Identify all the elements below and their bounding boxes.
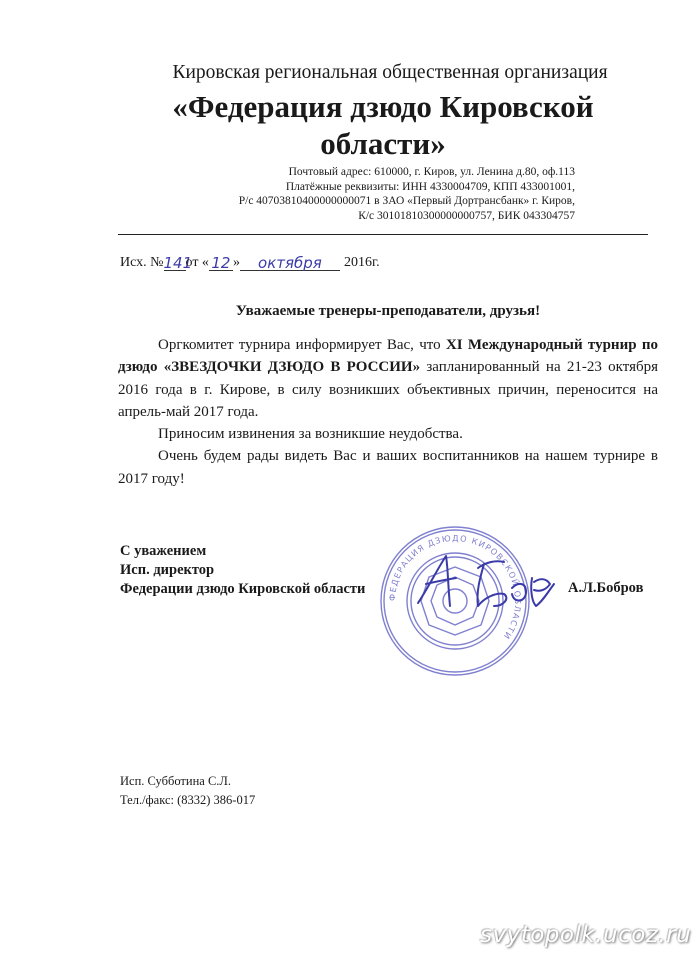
paragraph-announcement-rest: запланированный на 21-23 октября 2016 года в г. Кирове, в силу возникших объективных причин, переносится на апрель-май 2017 года. bbox=[118, 359, 658, 420]
outgoing-number-line bbox=[120, 254, 440, 276]
stamp-ring-text: ФЕДЕРАЦИЯ ДЗЮДО КИРОВСКОЙ ОБЛАСТИ bbox=[386, 532, 524, 642]
letter-body bbox=[118, 334, 658, 490]
paragraph-invitation: Очень будем рады видеть Вас и ваших воспитанников на нашем турнире в 2017 году! bbox=[118, 448, 658, 487]
outgoing-number-field bbox=[163, 254, 193, 272]
signatory-name: А.Л.Бобров bbox=[568, 580, 644, 596]
executor-block bbox=[120, 772, 420, 810]
paragraph-apology: Приносим извинения за возникшие неудобства. bbox=[158, 426, 463, 443]
handwritten-signature bbox=[400, 548, 575, 618]
outgoing-close-quote: » bbox=[232, 255, 240, 270]
outgoing-number: 141 bbox=[163, 254, 193, 272]
payment-details: Платёжные реквизиты: ИНН 4330004709, КПП 433001001, bbox=[285, 180, 575, 193]
site-watermark: svytopolk.ucoz.ru bbox=[480, 922, 692, 948]
greeting: Уважаемые тренеры-преподаватели, друзья! bbox=[235, 303, 541, 319]
executor-name: Исп. Субботина С.Л. bbox=[120, 774, 232, 788]
federation-name-line1: «Федерация дзюдо Кировской bbox=[172, 89, 594, 124]
correspondent-account: К/с 30101810300000000757, БИК 043304757 bbox=[358, 209, 575, 222]
outgoing-from: от « bbox=[185, 255, 209, 270]
letterhead-divider bbox=[118, 234, 648, 235]
tournament-name: XI Международный турнир по дзюдо «ЗВЕЗДОЧКИ ДЗЮДО В РОССИИ» bbox=[118, 337, 658, 376]
outgoing-prefix: Исх. № bbox=[120, 255, 164, 270]
outgoing-day: 12 bbox=[211, 254, 231, 272]
bank-account: Р/с 40703810400000000071 в ЗАО «Первый Дортрансбанк» г. Киров, bbox=[238, 195, 575, 208]
federation-name bbox=[148, 88, 618, 162]
outgoing-month-field bbox=[240, 254, 340, 271]
organization-type: Кировская региональная общественная организация bbox=[172, 62, 608, 83]
outgoing-day-field bbox=[209, 254, 233, 271]
closing-regards: С уважением bbox=[120, 543, 207, 559]
contact-details bbox=[200, 165, 575, 223]
closing-position: Исп. директор bbox=[120, 562, 215, 578]
outgoing-month: октября bbox=[258, 254, 322, 272]
outgoing-year: 2016г. bbox=[343, 255, 380, 270]
executor-phone: Тел./факс: (8332) 386-017 bbox=[120, 793, 256, 807]
paragraph-announcement bbox=[118, 334, 658, 423]
paragraph-announcement-intro: Оргкомитет турнира информирует Вас, что bbox=[158, 337, 446, 353]
federation-name-line2: области» bbox=[320, 126, 446, 161]
postal-address: Почтовый адрес: 610000, г. Киров, ул. Ленина д.80, оф.113 bbox=[288, 166, 575, 178]
closing-organization: Федерации дзюдо Кировской области bbox=[120, 581, 366, 597]
